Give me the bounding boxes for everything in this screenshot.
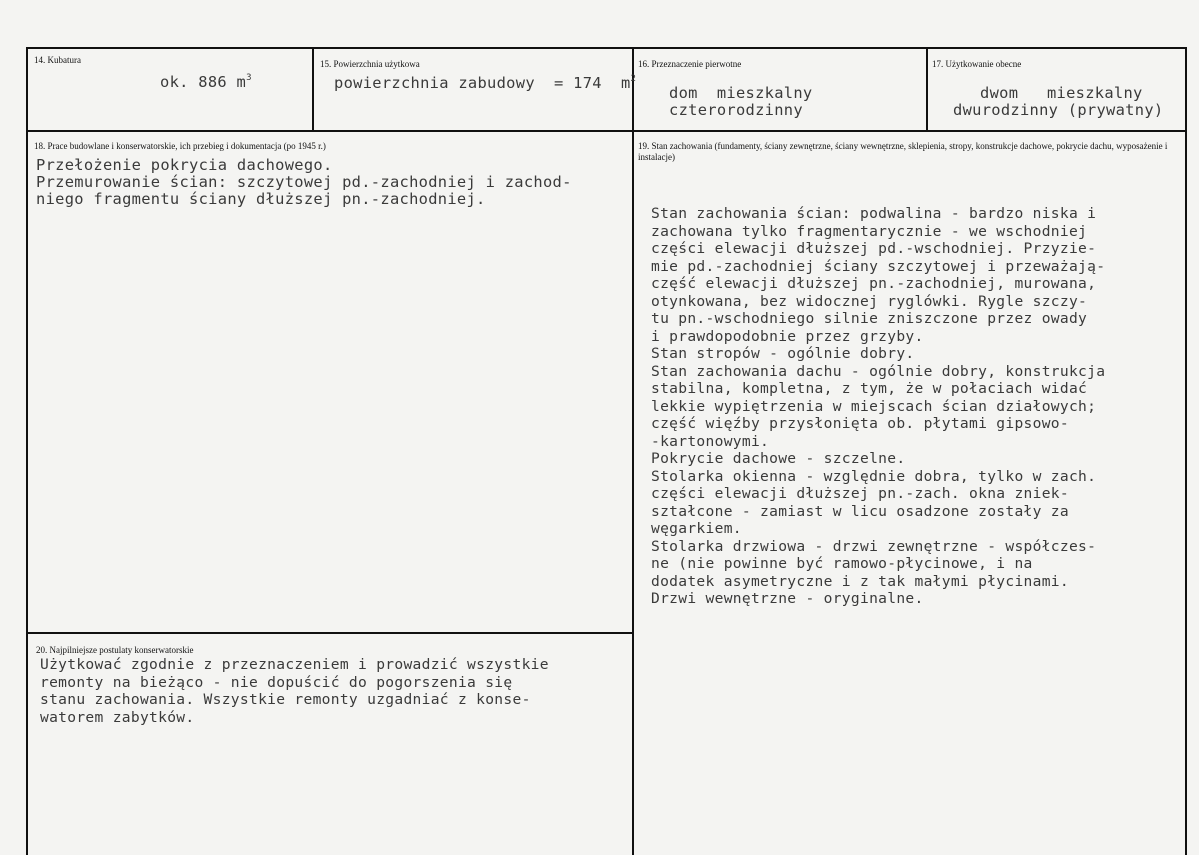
divider-header-row — [26, 130, 1186, 132]
field-20-line: stanu zachowania. Wszystkie remonty uzgadniać z konse- — [40, 691, 531, 708]
field-19-line: Stan zachowania dachu - ogólnie dobry, konstrukcja — [651, 362, 1106, 380]
field-18-line: Przemurowanie ścian: szczytowej pd.-zachodniej i zachod- — [36, 173, 572, 191]
field-19-line: otynkowana, bez widocznej ryglówki. Rygle szczy- — [651, 292, 1088, 310]
divider-col-16 — [632, 47, 634, 855]
field-19-line: stabilna, kompletna, z tym, że w połaciach widać — [651, 380, 1088, 397]
field-19-line: części elewacji dłuższej pn.-zach. okna zniek- — [651, 485, 1069, 502]
field-19-line: zachowana tylko fragmentarycznie - we wschodniej — [651, 222, 1088, 240]
field-19-line: tu pn.-wschodniego silnie zniszczone przez owady — [651, 310, 1088, 327]
field-19-line: Stan stropów - ogólnie dobry. — [651, 345, 915, 362]
field-20-line: remonty na bieżąco - nie dopuścić do pogorszenia się — [40, 673, 513, 691]
field-18-line: niego fragmentu ściany dłuższej pn.-zachodniej. — [36, 190, 486, 208]
divider-section-20 — [26, 632, 633, 634]
field-19-line: ne (nie powinne być ramowo-płycinowe, i na — [651, 555, 1033, 572]
field-19-line: Stolarka drzwiowa - drzwi zewnętrzne - współczes- — [651, 537, 1097, 555]
field-15-unit-sup: 2 — [630, 74, 637, 84]
field-19-line: część więźby przysłonięta ob. płytami gipsowo- — [651, 415, 1069, 432]
field-14-value-text: ok. 886 m — [160, 73, 247, 91]
field-19-line: -kartonowymi. — [651, 432, 770, 450]
field-14-value — [160, 70, 252, 91]
field-14-unit-sup: 3 — [246, 73, 252, 83]
field-15-value-text: powierzchnia zabudowy = 174 m — [334, 74, 631, 92]
field-15-label: 15. Powierzchnia użytkowa — [320, 59, 420, 69]
field-19-label: 19. Stan zachowania (fundamenty, ściany zewnętrzne, ściany wewnętrzne, sklepienia, stropy, konstrukcje dachowe, pokrycie dachu, wyposażenie i instalacje) — [638, 141, 1168, 162]
field-19-line: część elewacji dłuższej pn.-zachodniej, murowana, — [651, 275, 1097, 292]
field-18-line: Przełożenie pokrycia dachowego. — [36, 156, 333, 174]
field-20-label: 20. Najpilniejsze postulaty konserwatorskie — [36, 645, 194, 655]
border-top — [26, 47, 1186, 49]
border-left — [26, 47, 28, 855]
field-19-line: Drzwi wewnętrzne - oryginalne. — [651, 590, 924, 607]
field-16-label: 16. Przeznaczenie pierwotne — [638, 59, 742, 69]
field-19-line: części elewacji dłuższej pd.-wschodniej. Przyzie- — [651, 240, 1097, 257]
field-16-line-2: czterorodzinny — [669, 101, 803, 119]
field-19-line: ształcone - zamiast w licu osadzone zostały za — [651, 502, 1069, 520]
field-17-line-1: dwom mieszkalny — [980, 84, 1143, 102]
field-19-line: lekkie wypiętrzenia w miejscach ścian działowych; — [651, 397, 1097, 415]
field-20-line: Użytkować zgodnie z przeznaczeniem i prowadzić wszystkie — [40, 656, 549, 673]
field-17-label: 17. Użytkowanie obecne — [932, 59, 1022, 69]
field-19-line: mie pd.-zachodniej ściany szczytowej i przeważają- — [651, 257, 1106, 275]
border-right — [1185, 47, 1187, 855]
field-19-line: węgarkiem. — [651, 520, 742, 537]
field-19-line: Stolarka okienna - względnie dobra, tylko w zach. — [651, 467, 1097, 485]
field-19-line: Pokrycie dachowe - szczelne. — [651, 450, 906, 467]
divider-col-17 — [926, 47, 928, 131]
field-19-line: dodatek asymetryczne i z tak małymi płycinami. — [651, 572, 1069, 590]
field-18-label: 18. Prace budowlane i konserwatorskie, ich przebieg i dokumentacja (po 1945 r.) — [34, 141, 326, 151]
field-15-value — [334, 71, 636, 92]
divider-col-15 — [312, 47, 314, 131]
field-19-line: Stan zachowania ścian: podwalina - bardzo niska i — [651, 205, 1097, 222]
field-19-line: i prawdopodobnie przez grzyby. — [651, 327, 924, 345]
field-20-line: watorem zabytków. — [40, 708, 195, 726]
field-16-line-1: dom mieszkalny — [669, 84, 813, 102]
field-14-label: 14. Kubatura — [34, 55, 81, 65]
field-17-line-2: dwurodzinny (prywatny) — [953, 101, 1164, 119]
